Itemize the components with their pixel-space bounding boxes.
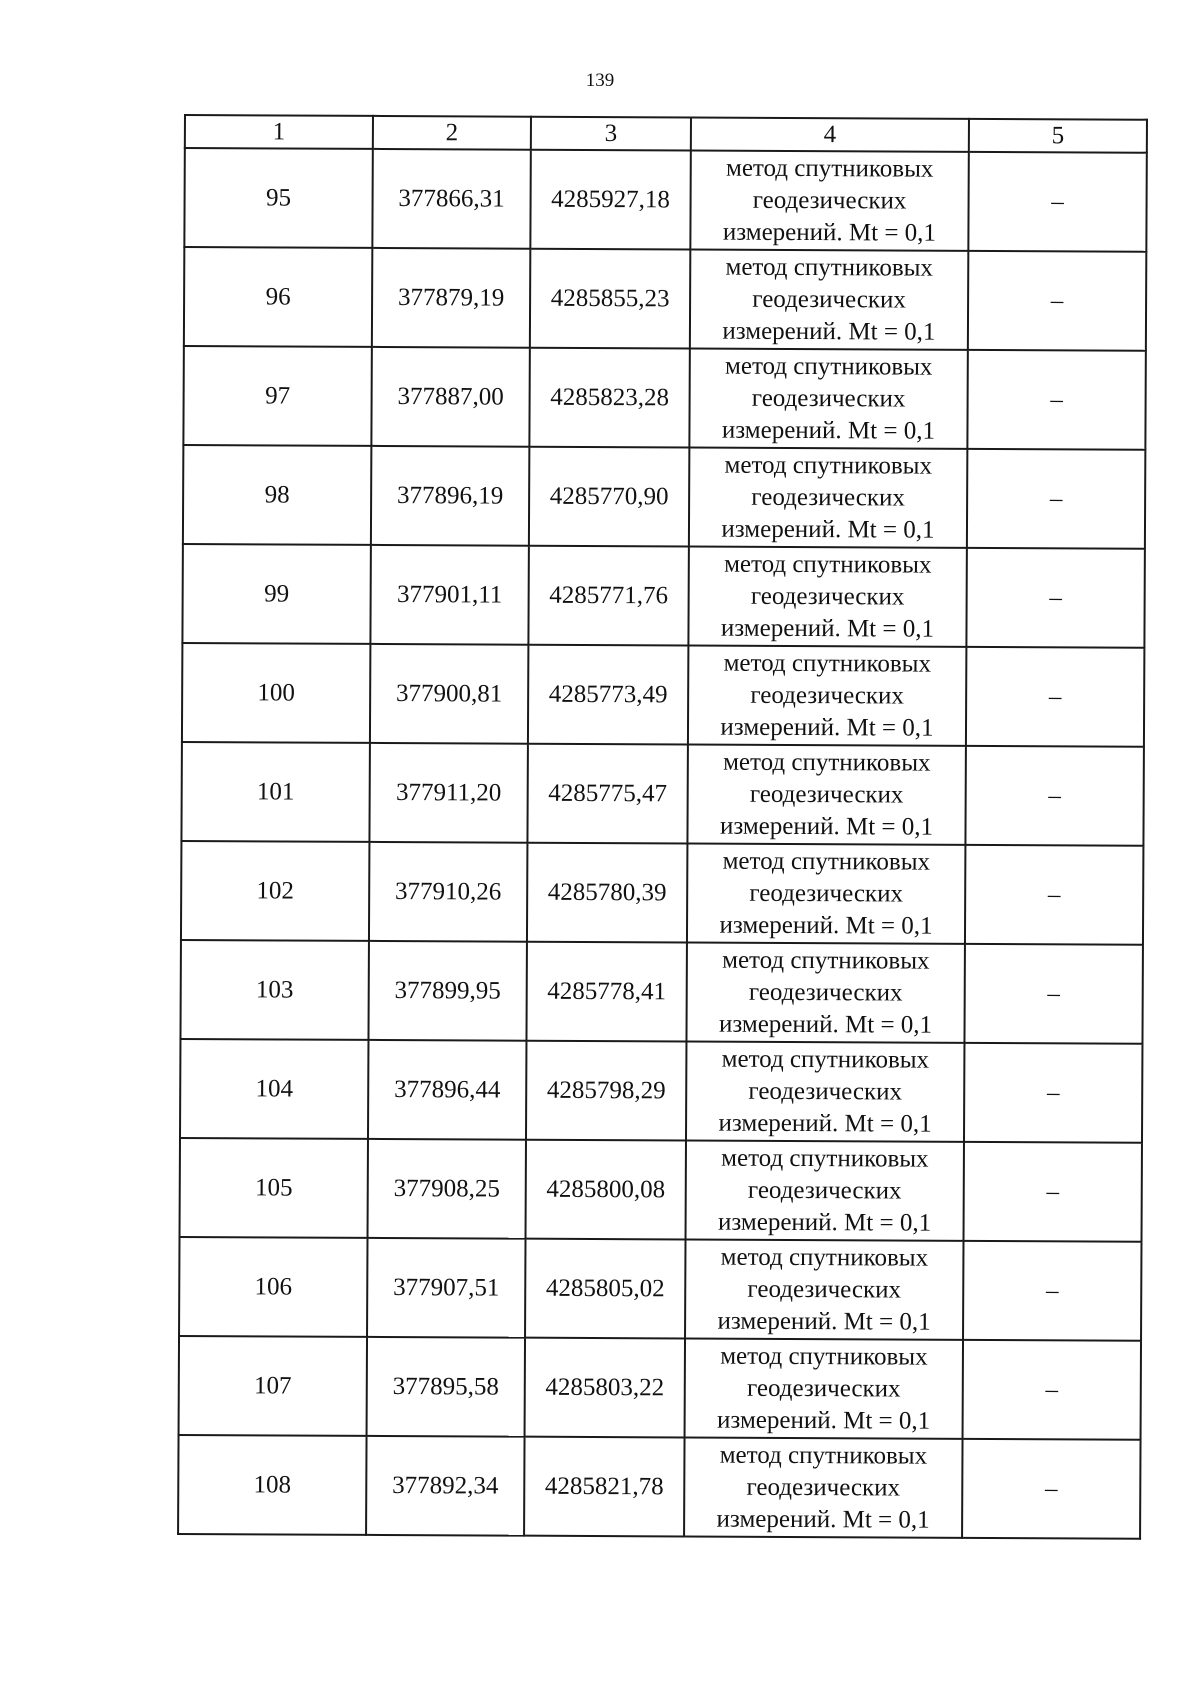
coordinate-y-cell: 4285771,76 bbox=[528, 546, 688, 646]
note-cell: – bbox=[964, 1043, 1142, 1143]
coordinate-x-cell: 377910,26 bbox=[369, 842, 527, 942]
method-line: измерений. Mt = 0,1 bbox=[717, 1406, 931, 1435]
point-number-cell: 98 bbox=[183, 445, 371, 545]
method-line: измерений. Mt = 0,1 bbox=[720, 614, 935, 643]
coordinate-x-cell: 377892,34 bbox=[366, 1436, 524, 1536]
point-number-cell: 100 bbox=[182, 643, 370, 743]
method-cell bbox=[685, 1239, 963, 1339]
table-body bbox=[178, 148, 1147, 1539]
method-cell bbox=[685, 1338, 963, 1438]
note-cell: – bbox=[964, 1142, 1142, 1242]
method-line: геодезических bbox=[750, 582, 905, 611]
method-line: метод спутниковых bbox=[724, 550, 932, 579]
point-number-cell: 101 bbox=[181, 742, 369, 842]
coordinate-y-cell: 4285798,29 bbox=[526, 1041, 686, 1141]
method-line: метод спутниковых bbox=[723, 649, 932, 678]
method-line: геодезических bbox=[752, 186, 907, 215]
method-line: измерений. Mt = 0,1 bbox=[722, 317, 936, 346]
note-cell: – bbox=[962, 1439, 1140, 1539]
note-cell: – bbox=[967, 449, 1145, 549]
note-cell: – bbox=[968, 251, 1146, 351]
table-row bbox=[180, 940, 1142, 1044]
method-line: метод спутниковых bbox=[721, 1144, 929, 1173]
note-cell: – bbox=[965, 746, 1143, 846]
coordinate-y-cell: 4285855,23 bbox=[530, 249, 690, 349]
coordinate-y-cell: 4285800,08 bbox=[526, 1140, 686, 1240]
table-row bbox=[184, 148, 1146, 252]
coordinate-y-cell: 4285803,22 bbox=[525, 1338, 685, 1438]
coordinate-x-cell: 377899,95 bbox=[368, 941, 526, 1041]
method-line: измерений. Mt = 0,1 bbox=[717, 1307, 931, 1336]
method-line: измерений. Mt = 0,1 bbox=[718, 1010, 933, 1039]
method-cell bbox=[687, 744, 965, 844]
note-cell: – bbox=[966, 548, 1144, 648]
method-line: измерений. Mt = 0,1 bbox=[722, 218, 937, 247]
method-cell bbox=[690, 150, 968, 250]
method-line: геодезических bbox=[748, 978, 903, 1007]
coordinate-y-cell: 4285780,39 bbox=[527, 843, 687, 943]
table-row bbox=[178, 1435, 1140, 1539]
method-line: метод спутниковых bbox=[721, 1045, 930, 1074]
method-cell bbox=[687, 843, 965, 943]
method-line: геодезических bbox=[750, 681, 905, 710]
table-row bbox=[180, 1138, 1142, 1242]
table-row bbox=[182, 643, 1144, 747]
method-line: метод спутниковых bbox=[722, 847, 931, 876]
method-line: метод спутниковых bbox=[725, 154, 934, 183]
point-number-cell: 99 bbox=[182, 544, 370, 644]
coordinate-x-cell: 377866,31 bbox=[372, 149, 530, 249]
method-line: измерений. Mt = 0,1 bbox=[717, 1208, 932, 1237]
method-cell bbox=[686, 1041, 964, 1141]
method-cell bbox=[689, 447, 967, 547]
point-number-cell: 107 bbox=[179, 1336, 367, 1436]
table-row bbox=[181, 742, 1143, 846]
coordinate-x-cell: 377901,11 bbox=[370, 545, 528, 645]
page-number: 139 bbox=[585, 70, 615, 91]
method-line: метод спутниковых bbox=[725, 352, 933, 381]
coordinate-y-cell: 4285773,49 bbox=[528, 645, 688, 745]
coordinate-y-cell: 4285823,28 bbox=[529, 348, 689, 448]
method-line: геодезических bbox=[747, 1176, 902, 1205]
point-number-cell: 104 bbox=[180, 1039, 368, 1139]
table-row bbox=[180, 1039, 1142, 1143]
coordinate-x-cell: 377879,19 bbox=[372, 248, 530, 348]
coordinates-table bbox=[177, 114, 1148, 1540]
note-cell: – bbox=[966, 647, 1144, 747]
coordinate-x-cell: 377911,20 bbox=[369, 743, 527, 843]
column-header-2: 2 bbox=[373, 116, 531, 150]
coordinate-y-cell: 4285778,41 bbox=[526, 942, 686, 1042]
coordinate-y-cell: 4285775,47 bbox=[527, 744, 687, 844]
coordinate-x-cell: 377895,58 bbox=[367, 1337, 525, 1437]
method-line: метод спутниковых bbox=[719, 1441, 928, 1470]
table-row bbox=[183, 346, 1145, 450]
coordinate-y-cell: 4285927,18 bbox=[530, 150, 690, 250]
table-row bbox=[184, 247, 1146, 351]
note-cell: – bbox=[963, 1241, 1141, 1341]
method-line: измерений. Mt = 0,1 bbox=[716, 1505, 930, 1534]
point-number-cell: 97 bbox=[183, 346, 371, 446]
point-number-cell: 96 bbox=[184, 247, 372, 347]
method-cell bbox=[689, 348, 967, 448]
method-line: метод спутниковых bbox=[722, 946, 930, 975]
method-cell bbox=[686, 942, 964, 1042]
column-header-1: 1 bbox=[185, 115, 373, 149]
note-cell: – bbox=[967, 350, 1145, 450]
method-line: геодезических bbox=[748, 1077, 903, 1106]
point-number-cell: 106 bbox=[179, 1237, 367, 1337]
method-line: измерений. Mt = 0,1 bbox=[719, 911, 933, 940]
column-header-5: 5 bbox=[969, 119, 1147, 153]
method-line: метод спутниковых bbox=[723, 748, 931, 777]
method-line: измерений. Mt = 0,1 bbox=[720, 713, 934, 742]
method-line: геодезических bbox=[751, 384, 906, 413]
point-number-cell: 105 bbox=[180, 1138, 368, 1238]
point-number-cell: 95 bbox=[184, 148, 372, 248]
method-cell bbox=[688, 546, 966, 646]
coordinate-y-cell: 4285770,90 bbox=[529, 447, 689, 547]
coordinate-x-cell: 377896,19 bbox=[371, 446, 529, 546]
note-cell: – bbox=[968, 152, 1146, 252]
method-line: геодезических bbox=[749, 780, 904, 809]
point-number-cell: 102 bbox=[181, 841, 369, 941]
table-header-row bbox=[185, 115, 1147, 153]
method-line: метод спутниковых bbox=[720, 1243, 929, 1272]
method-line: геодезических bbox=[746, 1473, 901, 1502]
note-cell: – bbox=[965, 845, 1143, 945]
coordinate-x-cell: 377908,25 bbox=[368, 1139, 526, 1239]
method-line: геодезических bbox=[752, 285, 906, 314]
table-row bbox=[181, 841, 1143, 945]
method-cell bbox=[684, 1437, 962, 1537]
table-row bbox=[182, 544, 1144, 648]
method-line: геодезических bbox=[747, 1275, 902, 1304]
coordinate-x-cell: 377896,44 bbox=[368, 1040, 526, 1140]
method-cell bbox=[686, 1140, 964, 1240]
table-row bbox=[183, 445, 1145, 549]
method-line: измерений. Mt = 0,1 bbox=[721, 515, 935, 544]
note-cell: – bbox=[963, 1340, 1141, 1440]
method-line: измерений. Mt = 0,1 bbox=[719, 812, 934, 841]
method-line: геодезических bbox=[751, 483, 905, 512]
coordinate-x-cell: 377900,81 bbox=[370, 644, 528, 744]
method-line: геодезических bbox=[749, 879, 904, 908]
coordinates-table-container bbox=[177, 114, 1146, 1540]
method-line: геодезических bbox=[746, 1374, 901, 1403]
method-line: метод спутниковых bbox=[720, 1342, 928, 1371]
coordinate-y-cell: 4285821,78 bbox=[524, 1437, 684, 1537]
method-line: измерений. Mt = 0,1 bbox=[718, 1109, 932, 1138]
coordinate-x-cell: 377907,51 bbox=[367, 1238, 525, 1338]
column-header-4: 4 bbox=[691, 117, 969, 151]
table-row bbox=[179, 1336, 1141, 1440]
point-number-cell: 108 bbox=[178, 1435, 366, 1535]
method-line: метод спутниковых bbox=[725, 253, 934, 282]
note-cell: – bbox=[964, 944, 1142, 1044]
method-line: метод спутниковых bbox=[724, 451, 933, 480]
method-cell bbox=[688, 645, 966, 745]
method-cell bbox=[690, 249, 968, 349]
table-row bbox=[179, 1237, 1141, 1341]
method-line: измерений. Mt = 0,1 bbox=[721, 416, 936, 445]
point-number-cell: 103 bbox=[180, 940, 368, 1040]
coordinate-y-cell: 4285805,02 bbox=[525, 1239, 685, 1339]
column-header-3: 3 bbox=[531, 117, 691, 151]
coordinate-x-cell: 377887,00 bbox=[371, 347, 529, 447]
